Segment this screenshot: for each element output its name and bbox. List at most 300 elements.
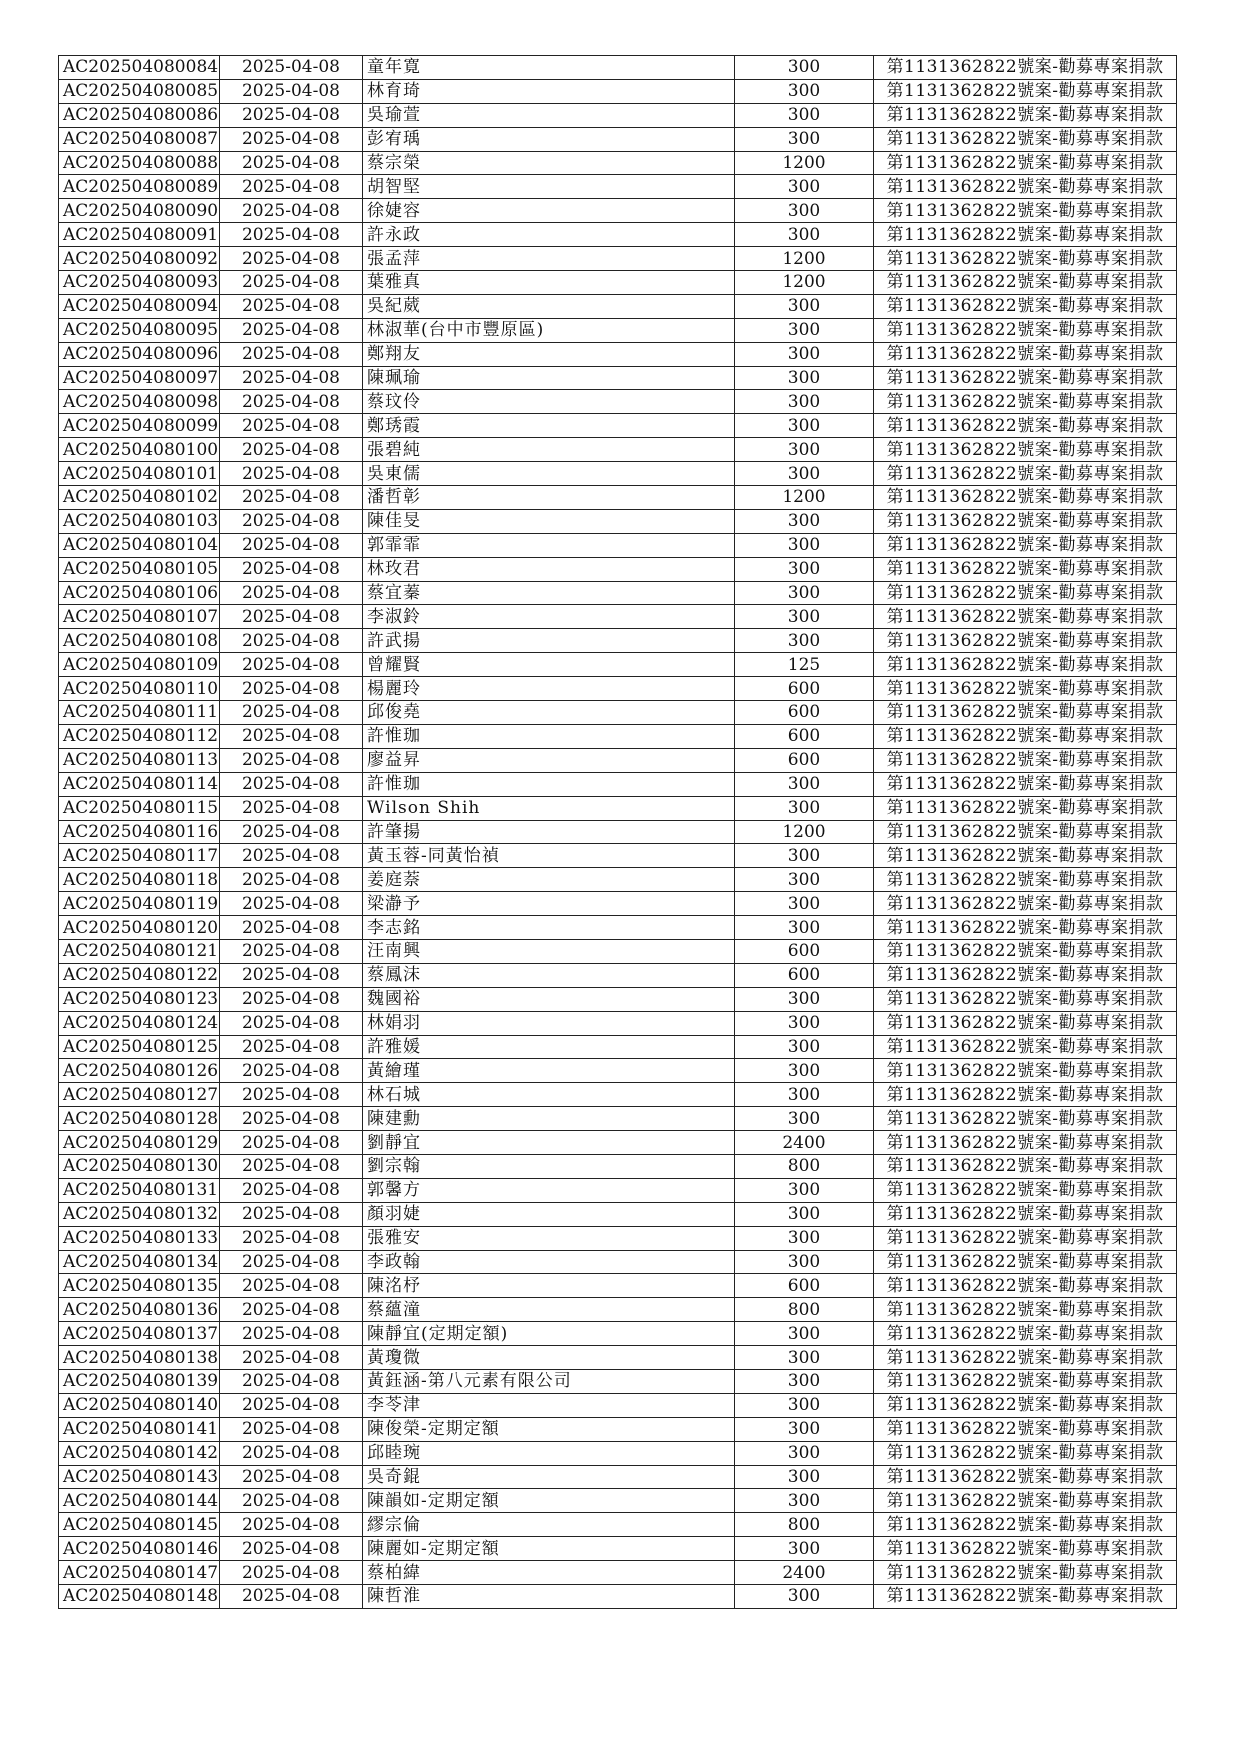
- donation-amount-cell: 300: [735, 796, 874, 820]
- donation-note-cell: 第1131362822號案-勸募專案捐款: [874, 605, 1177, 629]
- donation-note-cell: 第1131362822號案-勸募專案捐款: [874, 1537, 1177, 1561]
- donation-note-cell: 第1131362822號案-勸募專案捐款: [874, 1322, 1177, 1346]
- table-row: [59, 1226, 1177, 1250]
- donor-name-cell: 邱俊堯: [363, 701, 735, 725]
- table-row: [59, 56, 1177, 80]
- table-row: [59, 916, 1177, 940]
- donation-note-cell: 第1131362822號案-勸募專案捐款: [874, 1369, 1177, 1393]
- donation-date-cell: 2025-04-08: [220, 294, 363, 318]
- donor-name-cell: 顏羽婕: [363, 1202, 735, 1226]
- donor-name-cell: 李苓津: [363, 1393, 735, 1417]
- donation-date-cell: 2025-04-08: [220, 653, 363, 677]
- donation-note-cell: 第1131362822號案-勸募專案捐款: [874, 1226, 1177, 1250]
- table-row: [59, 581, 1177, 605]
- donation-date-cell: 2025-04-08: [220, 342, 363, 366]
- table-row: [59, 1585, 1177, 1609]
- donation-date-cell: 2025-04-08: [220, 701, 363, 725]
- donation-note-cell: 第1131362822號案-勸募專案捐款: [874, 223, 1177, 247]
- donation-amount-cell: 300: [735, 772, 874, 796]
- table-row: [59, 1059, 1177, 1083]
- receipt-id-cell: AC202504080142: [59, 1441, 220, 1465]
- donation-amount-cell: 300: [735, 1537, 874, 1561]
- donation-note-cell: 第1131362822號案-勸募專案捐款: [874, 462, 1177, 486]
- table-row: [59, 748, 1177, 772]
- donation-amount-cell: 600: [735, 677, 874, 701]
- donation-amount-cell: 800: [735, 1513, 874, 1537]
- table-row: [59, 820, 1177, 844]
- donation-amount-cell: 300: [735, 342, 874, 366]
- donation-note-cell: 第1131362822號案-勸募專案捐款: [874, 1465, 1177, 1489]
- donation-amount-cell: 300: [735, 390, 874, 414]
- donation-date-cell: 2025-04-08: [220, 748, 363, 772]
- donation-date-cell: 2025-04-08: [220, 1465, 363, 1489]
- donor-name-cell: 吳東儒: [363, 462, 735, 486]
- receipt-id-cell: AC202504080096: [59, 342, 220, 366]
- receipt-id-cell: AC202504080118: [59, 868, 220, 892]
- donation-date-cell: 2025-04-08: [220, 223, 363, 247]
- receipt-id-cell: AC202504080128: [59, 1107, 220, 1131]
- donation-note-cell: 第1131362822號案-勸募專案捐款: [874, 1513, 1177, 1537]
- donation-date-cell: 2025-04-08: [220, 939, 363, 963]
- receipt-id-cell: AC202504080115: [59, 796, 220, 820]
- donation-table: [58, 55, 1177, 1609]
- receipt-id-cell: AC202504080143: [59, 1465, 220, 1489]
- donation-date-cell: 2025-04-08: [220, 1059, 363, 1083]
- donation-amount-cell: 600: [735, 963, 874, 987]
- receipt-id-cell: AC202504080091: [59, 223, 220, 247]
- receipt-id-cell: AC202504080086: [59, 103, 220, 127]
- donation-amount-cell: 1200: [735, 486, 874, 510]
- donation-note-cell: 第1131362822號案-勸募專案捐款: [874, 390, 1177, 414]
- table-row: [59, 1035, 1177, 1059]
- receipt-id-cell: AC202504080084: [59, 56, 220, 80]
- donor-name-cell: 蔡蘊潼: [363, 1298, 735, 1322]
- receipt-id-cell: AC202504080123: [59, 987, 220, 1011]
- donor-name-cell: 廖益昇: [363, 748, 735, 772]
- donation-amount-cell: 300: [735, 79, 874, 103]
- donor-name-cell: 汪南興: [363, 939, 735, 963]
- donor-name-cell: 許惟珈: [363, 724, 735, 748]
- receipt-id-cell: AC202504080112: [59, 724, 220, 748]
- donation-note-cell: 第1131362822號案-勸募專案捐款: [874, 1417, 1177, 1441]
- donation-note-cell: 第1131362822號案-勸募專案捐款: [874, 342, 1177, 366]
- donation-note-cell: 第1131362822號案-勸募專案捐款: [874, 151, 1177, 175]
- receipt-id-cell: AC202504080085: [59, 79, 220, 103]
- donation-date-cell: 2025-04-08: [220, 247, 363, 271]
- donor-name-cell: 陳建勳: [363, 1107, 735, 1131]
- table-row: [59, 509, 1177, 533]
- donation-amount-cell: 300: [735, 605, 874, 629]
- donation-date-cell: 2025-04-08: [220, 1369, 363, 1393]
- donor-name-cell: 郭馨方: [363, 1178, 735, 1202]
- receipt-id-cell: AC202504080146: [59, 1537, 220, 1561]
- donation-amount-cell: 2400: [735, 1561, 874, 1585]
- table-row: [59, 175, 1177, 199]
- table-row: [59, 414, 1177, 438]
- donation-date-cell: 2025-04-08: [220, 677, 363, 701]
- donation-date-cell: 2025-04-08: [220, 1393, 363, 1417]
- donation-note-cell: 第1131362822號案-勸募專案捐款: [874, 844, 1177, 868]
- receipt-id-cell: AC202504080144: [59, 1489, 220, 1513]
- donation-amount-cell: 300: [735, 868, 874, 892]
- receipt-id-cell: AC202504080141: [59, 1417, 220, 1441]
- donation-date-cell: 2025-04-08: [220, 1513, 363, 1537]
- receipt-id-cell: AC202504080127: [59, 1083, 220, 1107]
- donor-name-cell: 蔡鳳沫: [363, 963, 735, 987]
- donation-amount-cell: 1200: [735, 820, 874, 844]
- donor-name-cell: 梁瀞予: [363, 892, 735, 916]
- receipt-id-cell: AC202504080135: [59, 1274, 220, 1298]
- donation-date-cell: 2025-04-08: [220, 1298, 363, 1322]
- donation-amount-cell: 1200: [735, 247, 874, 271]
- donation-note-cell: 第1131362822號案-勸募專案捐款: [874, 79, 1177, 103]
- donor-name-cell: 陳俊榮-定期定額: [363, 1417, 735, 1441]
- donation-date-cell: 2025-04-08: [220, 581, 363, 605]
- donation-date-cell: 2025-04-08: [220, 318, 363, 342]
- donation-note-cell: 第1131362822號案-勸募專案捐款: [874, 247, 1177, 271]
- donation-note-cell: 第1131362822號案-勸募專案捐款: [874, 916, 1177, 940]
- donor-name-cell: 蔡宗榮: [363, 151, 735, 175]
- donation-amount-cell: 300: [735, 916, 874, 940]
- donation-amount-cell: 300: [735, 1226, 874, 1250]
- donation-amount-cell: 300: [735, 1011, 874, 1035]
- donation-date-cell: 2025-04-08: [220, 1250, 363, 1274]
- donation-note-cell: 第1131362822號案-勸募專案捐款: [874, 175, 1177, 199]
- receipt-id-cell: AC202504080130: [59, 1154, 220, 1178]
- table-row: [59, 342, 1177, 366]
- donor-name-cell: 蔡柏緯: [363, 1561, 735, 1585]
- donor-name-cell: 黃瓊微: [363, 1346, 735, 1370]
- table-row: [59, 318, 1177, 342]
- donation-amount-cell: 300: [735, 557, 874, 581]
- donation-date-cell: 2025-04-08: [220, 390, 363, 414]
- receipt-id-cell: AC202504080108: [59, 629, 220, 653]
- donation-note-cell: 第1131362822號案-勸募專案捐款: [874, 1107, 1177, 1131]
- donation-note-cell: 第1131362822號案-勸募專案捐款: [874, 438, 1177, 462]
- receipt-id-cell: AC202504080090: [59, 199, 220, 223]
- donor-name-cell: 林淑華(台中市豐原區): [363, 318, 735, 342]
- receipt-id-cell: AC202504080110: [59, 677, 220, 701]
- donation-note-cell: 第1131362822號案-勸募專案捐款: [874, 103, 1177, 127]
- table-row: [59, 1250, 1177, 1274]
- donation-amount-cell: 800: [735, 1298, 874, 1322]
- donation-note-cell: 第1131362822號案-勸募專案捐款: [874, 987, 1177, 1011]
- receipt-id-cell: AC202504080139: [59, 1369, 220, 1393]
- donor-name-cell: 陳洺杼: [363, 1274, 735, 1298]
- table-row: [59, 1298, 1177, 1322]
- donation-amount-cell: 300: [735, 103, 874, 127]
- donor-name-cell: 彭宥瑀: [363, 127, 735, 151]
- receipt-id-cell: AC202504080119: [59, 892, 220, 916]
- table-row: [59, 844, 1177, 868]
- donation-date-cell: 2025-04-08: [220, 533, 363, 557]
- table-row: [59, 1346, 1177, 1370]
- receipt-id-cell: AC202504080113: [59, 748, 220, 772]
- table-row: [59, 1322, 1177, 1346]
- donation-note-cell: 第1131362822號案-勸募專案捐款: [874, 1059, 1177, 1083]
- donation-amount-cell: 600: [735, 748, 874, 772]
- donor-name-cell: 許惟珈: [363, 772, 735, 796]
- receipt-id-cell: AC202504080124: [59, 1011, 220, 1035]
- table-row: [59, 247, 1177, 271]
- donation-table-body: [59, 56, 1177, 1609]
- donor-name-cell: 陳靜宜(定期定額): [363, 1322, 735, 1346]
- donation-amount-cell: 300: [735, 1465, 874, 1489]
- donation-amount-cell: 600: [735, 724, 874, 748]
- donor-name-cell: 李政翰: [363, 1250, 735, 1274]
- donation-amount-cell: 600: [735, 939, 874, 963]
- donor-name-cell: 張孟萍: [363, 247, 735, 271]
- table-row: [59, 390, 1177, 414]
- table-row: [59, 438, 1177, 462]
- donation-note-cell: 第1131362822號案-勸募專案捐款: [874, 486, 1177, 510]
- table-row: [59, 151, 1177, 175]
- donor-name-cell: 劉靜宜: [363, 1131, 735, 1155]
- donation-date-cell: 2025-04-08: [220, 1011, 363, 1035]
- donor-name-cell: 林娟羽: [363, 1011, 735, 1035]
- table-row: [59, 1011, 1177, 1035]
- donation-note-cell: 第1131362822號案-勸募專案捐款: [874, 294, 1177, 318]
- donation-amount-cell: 300: [735, 844, 874, 868]
- donation-date-cell: 2025-04-08: [220, 629, 363, 653]
- donation-date-cell: 2025-04-08: [220, 844, 363, 868]
- table-row: [59, 533, 1177, 557]
- donation-date-cell: 2025-04-08: [220, 1441, 363, 1465]
- receipt-id-cell: AC202504080103: [59, 509, 220, 533]
- receipt-id-cell: AC202504080106: [59, 581, 220, 605]
- donation-date-cell: 2025-04-08: [220, 271, 363, 295]
- donation-date-cell: 2025-04-08: [220, 175, 363, 199]
- donation-date-cell: 2025-04-08: [220, 103, 363, 127]
- donation-date-cell: 2025-04-08: [220, 987, 363, 1011]
- donation-note-cell: 第1131362822號案-勸募專案捐款: [874, 892, 1177, 916]
- donation-note-cell: 第1131362822號案-勸募專案捐款: [874, 724, 1177, 748]
- donation-note-cell: 第1131362822號案-勸募專案捐款: [874, 1489, 1177, 1513]
- donor-name-cell: 曾耀賢: [363, 653, 735, 677]
- table-row: [59, 294, 1177, 318]
- donation-amount-cell: 300: [735, 1489, 874, 1513]
- receipt-id-cell: AC202504080116: [59, 820, 220, 844]
- table-row: [59, 892, 1177, 916]
- receipt-id-cell: AC202504080105: [59, 557, 220, 581]
- receipt-id-cell: AC202504080148: [59, 1585, 220, 1609]
- receipt-id-cell: AC202504080092: [59, 247, 220, 271]
- donation-note-cell: 第1131362822號案-勸募專案捐款: [874, 677, 1177, 701]
- donation-amount-cell: 300: [735, 438, 874, 462]
- donation-date-cell: 2025-04-08: [220, 820, 363, 844]
- donation-date-cell: 2025-04-08: [220, 557, 363, 581]
- donation-amount-cell: 300: [735, 1059, 874, 1083]
- donation-note-cell: 第1131362822號案-勸募專案捐款: [874, 820, 1177, 844]
- table-row: [59, 987, 1177, 1011]
- donation-amount-cell: 300: [735, 462, 874, 486]
- receipt-id-cell: AC202504080126: [59, 1059, 220, 1083]
- table-row: [59, 1537, 1177, 1561]
- donation-amount-cell: 300: [735, 127, 874, 151]
- donation-date-cell: 2025-04-08: [220, 1274, 363, 1298]
- table-row: [59, 199, 1177, 223]
- donation-amount-cell: 300: [735, 581, 874, 605]
- donation-date-cell: 2025-04-08: [220, 1417, 363, 1441]
- donor-name-cell: 黃繪瑾: [363, 1059, 735, 1083]
- donation-date-cell: 2025-04-08: [220, 1202, 363, 1226]
- donation-amount-cell: 300: [735, 294, 874, 318]
- donor-name-cell: 林玫君: [363, 557, 735, 581]
- donor-name-cell: 邱睦琬: [363, 1441, 735, 1465]
- receipt-id-cell: AC202504080102: [59, 486, 220, 510]
- donor-name-cell: 鄭翔友: [363, 342, 735, 366]
- donation-amount-cell: 300: [735, 175, 874, 199]
- table-row: [59, 1489, 1177, 1513]
- donation-date-cell: 2025-04-08: [220, 414, 363, 438]
- donation-note-cell: 第1131362822號案-勸募專案捐款: [874, 271, 1177, 295]
- table-row: [59, 1274, 1177, 1298]
- donation-note-cell: 第1131362822號案-勸募專案捐款: [874, 748, 1177, 772]
- donation-date-cell: 2025-04-08: [220, 1083, 363, 1107]
- donation-amount-cell: 300: [735, 199, 874, 223]
- donation-amount-cell: 300: [735, 1585, 874, 1609]
- table-row: [59, 605, 1177, 629]
- table-row: [59, 557, 1177, 581]
- donation-note-cell: 第1131362822號案-勸募專案捐款: [874, 509, 1177, 533]
- donor-name-cell: Wilson Shih: [363, 796, 735, 820]
- table-row: [59, 462, 1177, 486]
- donation-amount-cell: 300: [735, 1417, 874, 1441]
- donor-name-cell: 許武揚: [363, 629, 735, 653]
- donation-date-cell: 2025-04-08: [220, 199, 363, 223]
- donation-note-cell: 第1131362822號案-勸募專案捐款: [874, 199, 1177, 223]
- donation-date-cell: 2025-04-08: [220, 1226, 363, 1250]
- donor-name-cell: 陳麗如-定期定額: [363, 1537, 735, 1561]
- table-row: [59, 127, 1177, 151]
- table-row: [59, 868, 1177, 892]
- receipt-id-cell: AC202504080131: [59, 1178, 220, 1202]
- donor-name-cell: 吳瑜萱: [363, 103, 735, 127]
- donation-amount-cell: 300: [735, 533, 874, 557]
- donor-name-cell: 林育琦: [363, 79, 735, 103]
- donation-amount-cell: 300: [735, 1393, 874, 1417]
- donation-date-cell: 2025-04-08: [220, 1322, 363, 1346]
- receipt-id-cell: AC202504080107: [59, 605, 220, 629]
- receipt-id-cell: AC202504080133: [59, 1226, 220, 1250]
- donation-date-cell: 2025-04-08: [220, 79, 363, 103]
- receipt-id-cell: AC202504080120: [59, 916, 220, 940]
- donation-amount-cell: 300: [735, 1369, 874, 1393]
- receipt-id-cell: AC202504080132: [59, 1202, 220, 1226]
- donation-amount-cell: 800: [735, 1154, 874, 1178]
- donation-amount-cell: 2400: [735, 1131, 874, 1155]
- donor-name-cell: 鄭琇霞: [363, 414, 735, 438]
- donation-note-cell: 第1131362822號案-勸募專案捐款: [874, 414, 1177, 438]
- donor-name-cell: 陳哲淮: [363, 1585, 735, 1609]
- receipt-id-cell: AC202504080129: [59, 1131, 220, 1155]
- receipt-id-cell: AC202504080101: [59, 462, 220, 486]
- donation-note-cell: 第1131362822號案-勸募專案捐款: [874, 366, 1177, 390]
- table-row: [59, 366, 1177, 390]
- donation-date-cell: 2025-04-08: [220, 1489, 363, 1513]
- donation-note-cell: 第1131362822號案-勸募專案捐款: [874, 1393, 1177, 1417]
- donor-name-cell: 童年寛: [363, 56, 735, 80]
- donor-name-cell: 黃鈺涵-第八元素有限公司: [363, 1369, 735, 1393]
- donation-note-cell: 第1131362822號案-勸募專案捐款: [874, 127, 1177, 151]
- donation-date-cell: 2025-04-08: [220, 1178, 363, 1202]
- donation-amount-cell: 300: [735, 1250, 874, 1274]
- table-row: [59, 677, 1177, 701]
- donation-date-cell: 2025-04-08: [220, 963, 363, 987]
- donation-note-cell: 第1131362822號案-勸募專案捐款: [874, 318, 1177, 342]
- donation-amount-cell: 300: [735, 1441, 874, 1465]
- donation-date-cell: 2025-04-08: [220, 1561, 363, 1585]
- donor-name-cell: 吳紀葳: [363, 294, 735, 318]
- donation-date-cell: 2025-04-08: [220, 1131, 363, 1155]
- donation-note-cell: 第1131362822號案-勸募專案捐款: [874, 1035, 1177, 1059]
- receipt-id-cell: AC202504080088: [59, 151, 220, 175]
- donor-name-cell: 蔡宜蓁: [363, 581, 735, 605]
- receipt-id-cell: AC202504080100: [59, 438, 220, 462]
- donor-name-cell: 郭霏霏: [363, 533, 735, 557]
- donor-name-cell: 吳奇錕: [363, 1465, 735, 1489]
- donation-note-cell: 第1131362822號案-勸募專案捐款: [874, 1202, 1177, 1226]
- donation-amount-cell: 300: [735, 1346, 874, 1370]
- donor-name-cell: 姜庭萘: [363, 868, 735, 892]
- receipt-id-cell: AC202504080134: [59, 1250, 220, 1274]
- donation-note-cell: 第1131362822號案-勸募專案捐款: [874, 1011, 1177, 1035]
- donation-date-cell: 2025-04-08: [220, 509, 363, 533]
- table-row: [59, 1513, 1177, 1537]
- donation-note-cell: 第1131362822號案-勸募專案捐款: [874, 1274, 1177, 1298]
- receipt-id-cell: AC202504080098: [59, 390, 220, 414]
- receipt-id-cell: AC202504080109: [59, 653, 220, 677]
- donation-note-cell: 第1131362822號案-勸募專案捐款: [874, 56, 1177, 80]
- donation-amount-cell: 300: [735, 1107, 874, 1131]
- donation-date-cell: 2025-04-08: [220, 486, 363, 510]
- donation-note-cell: 第1131362822號案-勸募專案捐款: [874, 1131, 1177, 1155]
- receipt-id-cell: AC202504080087: [59, 127, 220, 151]
- donation-note-cell: 第1131362822號案-勸募專案捐款: [874, 868, 1177, 892]
- receipt-id-cell: AC202504080104: [59, 533, 220, 557]
- receipt-id-cell: AC202504080122: [59, 963, 220, 987]
- receipt-id-cell: AC202504080140: [59, 1393, 220, 1417]
- donor-name-cell: 陳珮瑜: [363, 366, 735, 390]
- table-row: [59, 1465, 1177, 1489]
- donation-date-cell: 2025-04-08: [220, 462, 363, 486]
- donation-amount-cell: 300: [735, 366, 874, 390]
- receipt-id-cell: AC202504080117: [59, 844, 220, 868]
- donation-amount-cell: 600: [735, 1274, 874, 1298]
- donation-amount-cell: 300: [735, 1322, 874, 1346]
- donation-note-cell: 第1131362822號案-勸募專案捐款: [874, 1250, 1177, 1274]
- donation-amount-cell: 1200: [735, 271, 874, 295]
- donation-amount-cell: 300: [735, 223, 874, 247]
- table-row: [59, 1154, 1177, 1178]
- table-row: [59, 1561, 1177, 1585]
- donor-name-cell: 徐婕容: [363, 199, 735, 223]
- donor-name-cell: 林石城: [363, 1083, 735, 1107]
- table-row: [59, 1441, 1177, 1465]
- table-row: [59, 724, 1177, 748]
- table-row: [59, 271, 1177, 295]
- donor-name-cell: 陳佳旻: [363, 509, 735, 533]
- donation-note-cell: 第1131362822號案-勸募專案捐款: [874, 1561, 1177, 1585]
- donation-amount-cell: 300: [735, 509, 874, 533]
- receipt-id-cell: AC202504080121: [59, 939, 220, 963]
- table-row: [59, 223, 1177, 247]
- donation-date-cell: 2025-04-08: [220, 605, 363, 629]
- donation-date-cell: 2025-04-08: [220, 1154, 363, 1178]
- table-row: [59, 653, 1177, 677]
- receipt-id-cell: AC202504080114: [59, 772, 220, 796]
- receipt-id-cell: AC202504080136: [59, 1298, 220, 1322]
